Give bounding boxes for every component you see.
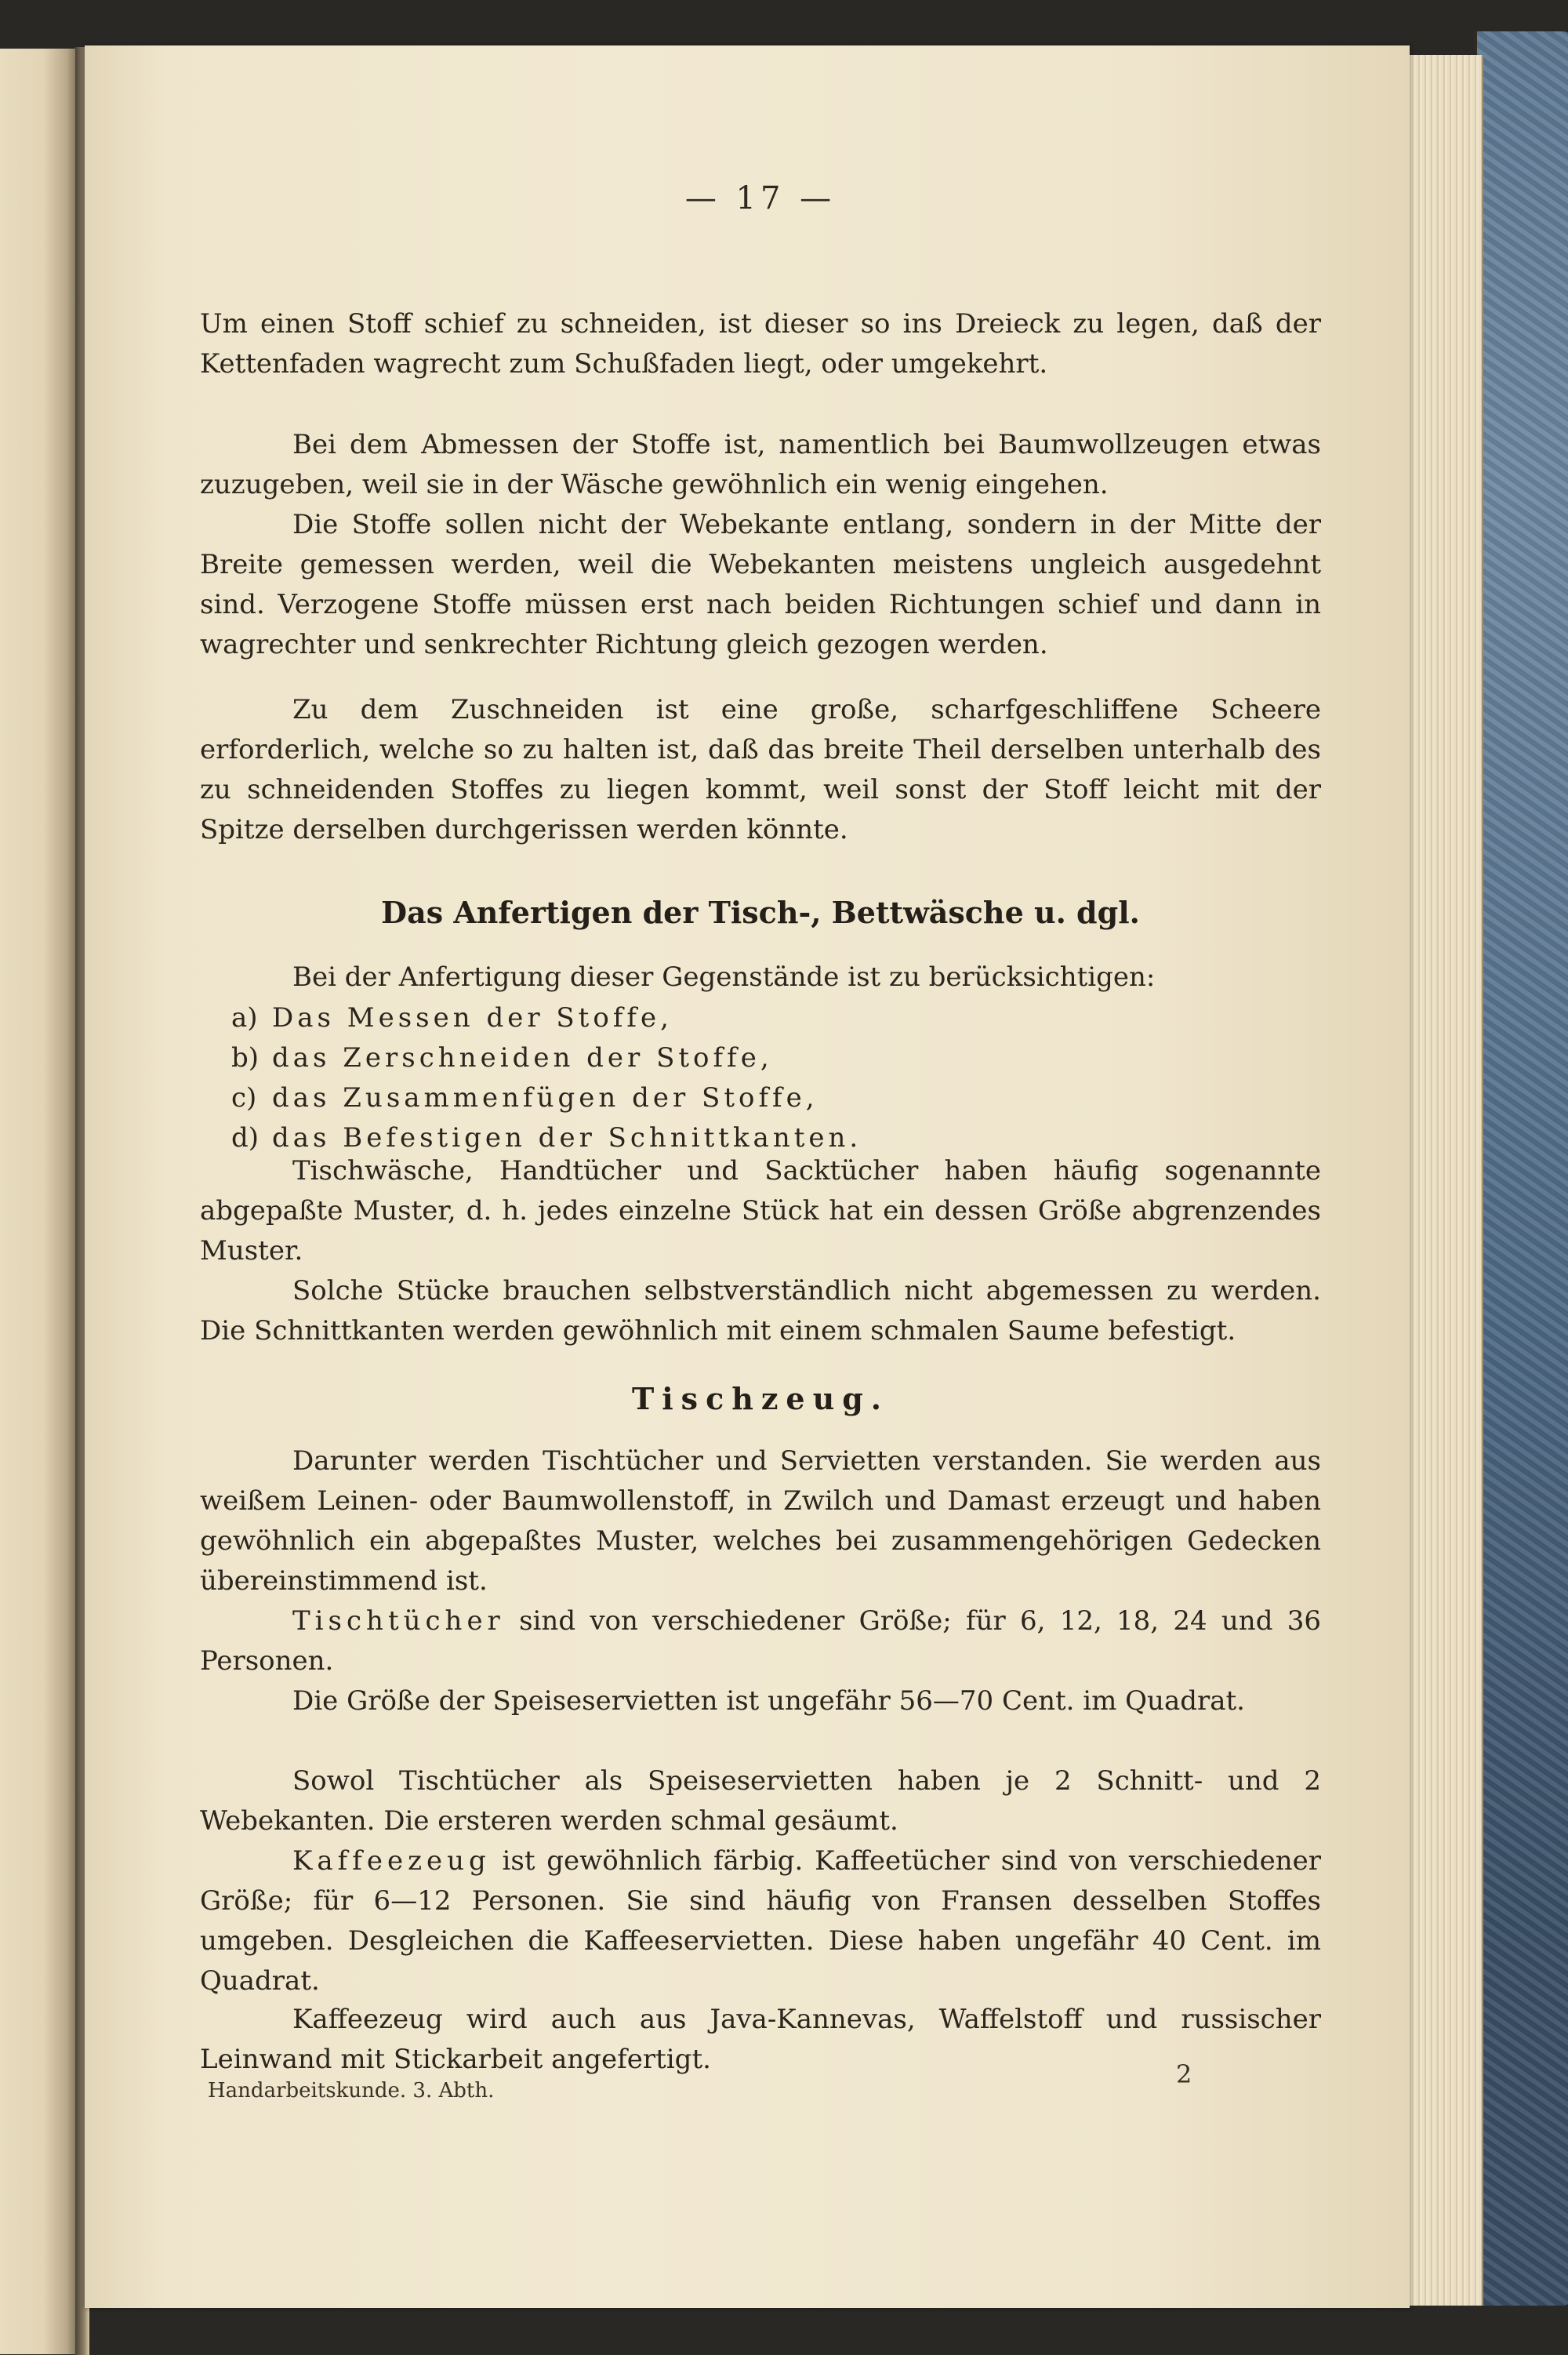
paragraph-12 [200,1841,1321,2001]
right-page [85,45,1410,2308]
paragraph-8: Darunter werden Tischtücher und Servietten verstanden. Sie werden aus weißem Leinen- oder Baumwollenstoff, in Zwilch und Damast erzeugt und haben gewöhnlich ein abgepaßtes Muster, welches bei zusammengehörigen Gedecken übereinstimmend ist. [200,1445,1321,1597]
paragraph-10: Die Größe der Speiseservietten ist ungefähr 56—70 Cent. im Quadrat. [292,1685,1245,1717]
emphasis-kaffeezeug: Kaffeezeug [292,1845,491,1877]
list-text: das Befestigen der Schnittkanten. [272,1122,862,1154]
paragraph-12-text: ist gewöhnlich färbig. Kaffeetücher sind von verschiedener Größe; für 6—12 Personen. Sie sind häufig von Fransen desselben Stoffes umgeben. Desgleichen die Kaffeeservietten. Diese haben ungefähr 40 Cent. im Quadrat. [200,1845,1321,1997]
list-text: das Zusammenfügen der Stoffe, [272,1082,818,1114]
emphasis-tischtuecher: Tischtücher [292,1605,505,1637]
paragraph-1: Um einen Stoff schief zu schneiden, ist dieser so ins Dreieck zu legen, daß der Kettenfaden wagrecht zum Schußfaden liegt, oder umgekehrt. [200,308,1321,380]
section-heading-tischzeug: Tischzeug. [631,1381,890,1416]
paragraph-7: Solche Stücke brauchen selbstverständlich nicht abgemessen zu werden. Die Schnittkanten werden gewöhnlich mit einem schmalen Saume befestigt. [200,1275,1321,1346]
paragraph-9-text: sind von verschiedener Größe; für 6, 12, 18, 24 und 36 Personen. [200,1605,1321,1677]
sheet-signature-mark: 2 [1176,2059,1192,2089]
marbled-cover [1474,31,1568,2306]
list-marker: d) [231,1122,260,1154]
page-number: — 17 — [684,180,837,216]
list-item [231,1078,1321,1118]
list-text: Das Messen der Stoffe, [272,1002,673,1034]
list-marker: c) [231,1082,257,1114]
list-marker: a) [231,1002,258,1034]
list-item [231,1038,1321,1078]
paragraph-6: Tischwäsche, Handtücher und Sacktücher haben häufig sogenannte abgepaßte Muster, d. h. jedes einzelne Stück hat ein dessen Größe abgrenzendes Muster. [200,1155,1321,1267]
list-marker: b) [231,1042,260,1074]
paragraph-5: Bei der Anfertigung dieser Gegenstände ist zu berücksichtigen: [292,961,1156,993]
paragraph-2: Bei dem Abmessen der Stoffe ist, namentlich bei Baumwollzeugen etwas zuzugeben, weil sie in der Wäsche gewöhnlich ein wenig eingehen. [200,429,1321,500]
footer-signature-line: Handarbeitskunde. 3. Abth. [208,2079,495,2102]
page-stack-edge [1403,55,1483,2306]
list-text: das Zerschneiden der Stoffe, [272,1042,773,1074]
list-item [231,998,1321,1038]
section-heading-tischwaesche: Das Anfertigen der Tisch-, Bettwäsche u. dgl. [381,895,1140,930]
paragraph-9 [200,1601,1321,1681]
paragraph-3: Die Stoffe sollen nicht der Webekante entlang, sondern in der Mitte der Breite gemessen werden, weil die Webekanten meistens ungleich ausgedehnt sind. Verzogene Stoffe müssen erst nach beiden Richtungen schief und dann in wagrechter und senkrechter Richtung gleich gezogen werden. [200,509,1321,660]
left-page-edge [0,49,78,2354]
paragraph-13: Kaffeezeug wird auch aus Java-Kannevas, Waffelstoff und russischer Leinwand mit Stickarbeit angefertigt. [200,2004,1321,2075]
paragraph-4: Zu dem Zuschneiden ist eine große, scharfgeschliffene Scheere erforderlich, welche so zu halten ist, daß das breite Theil derselben unterhalb des zu schneidenden Stoffes zu liegen kommt, weil sonst der Stoff leicht mit der Spitze derselben durchgerissen werden könnte. [200,694,1321,845]
paragraph-11: Sowol Tischtücher als Speiseservietten haben je 2 Schnitt- und 2 Webekanten. Die ersteren werden schmal gesäumt. [200,1765,1321,1837]
